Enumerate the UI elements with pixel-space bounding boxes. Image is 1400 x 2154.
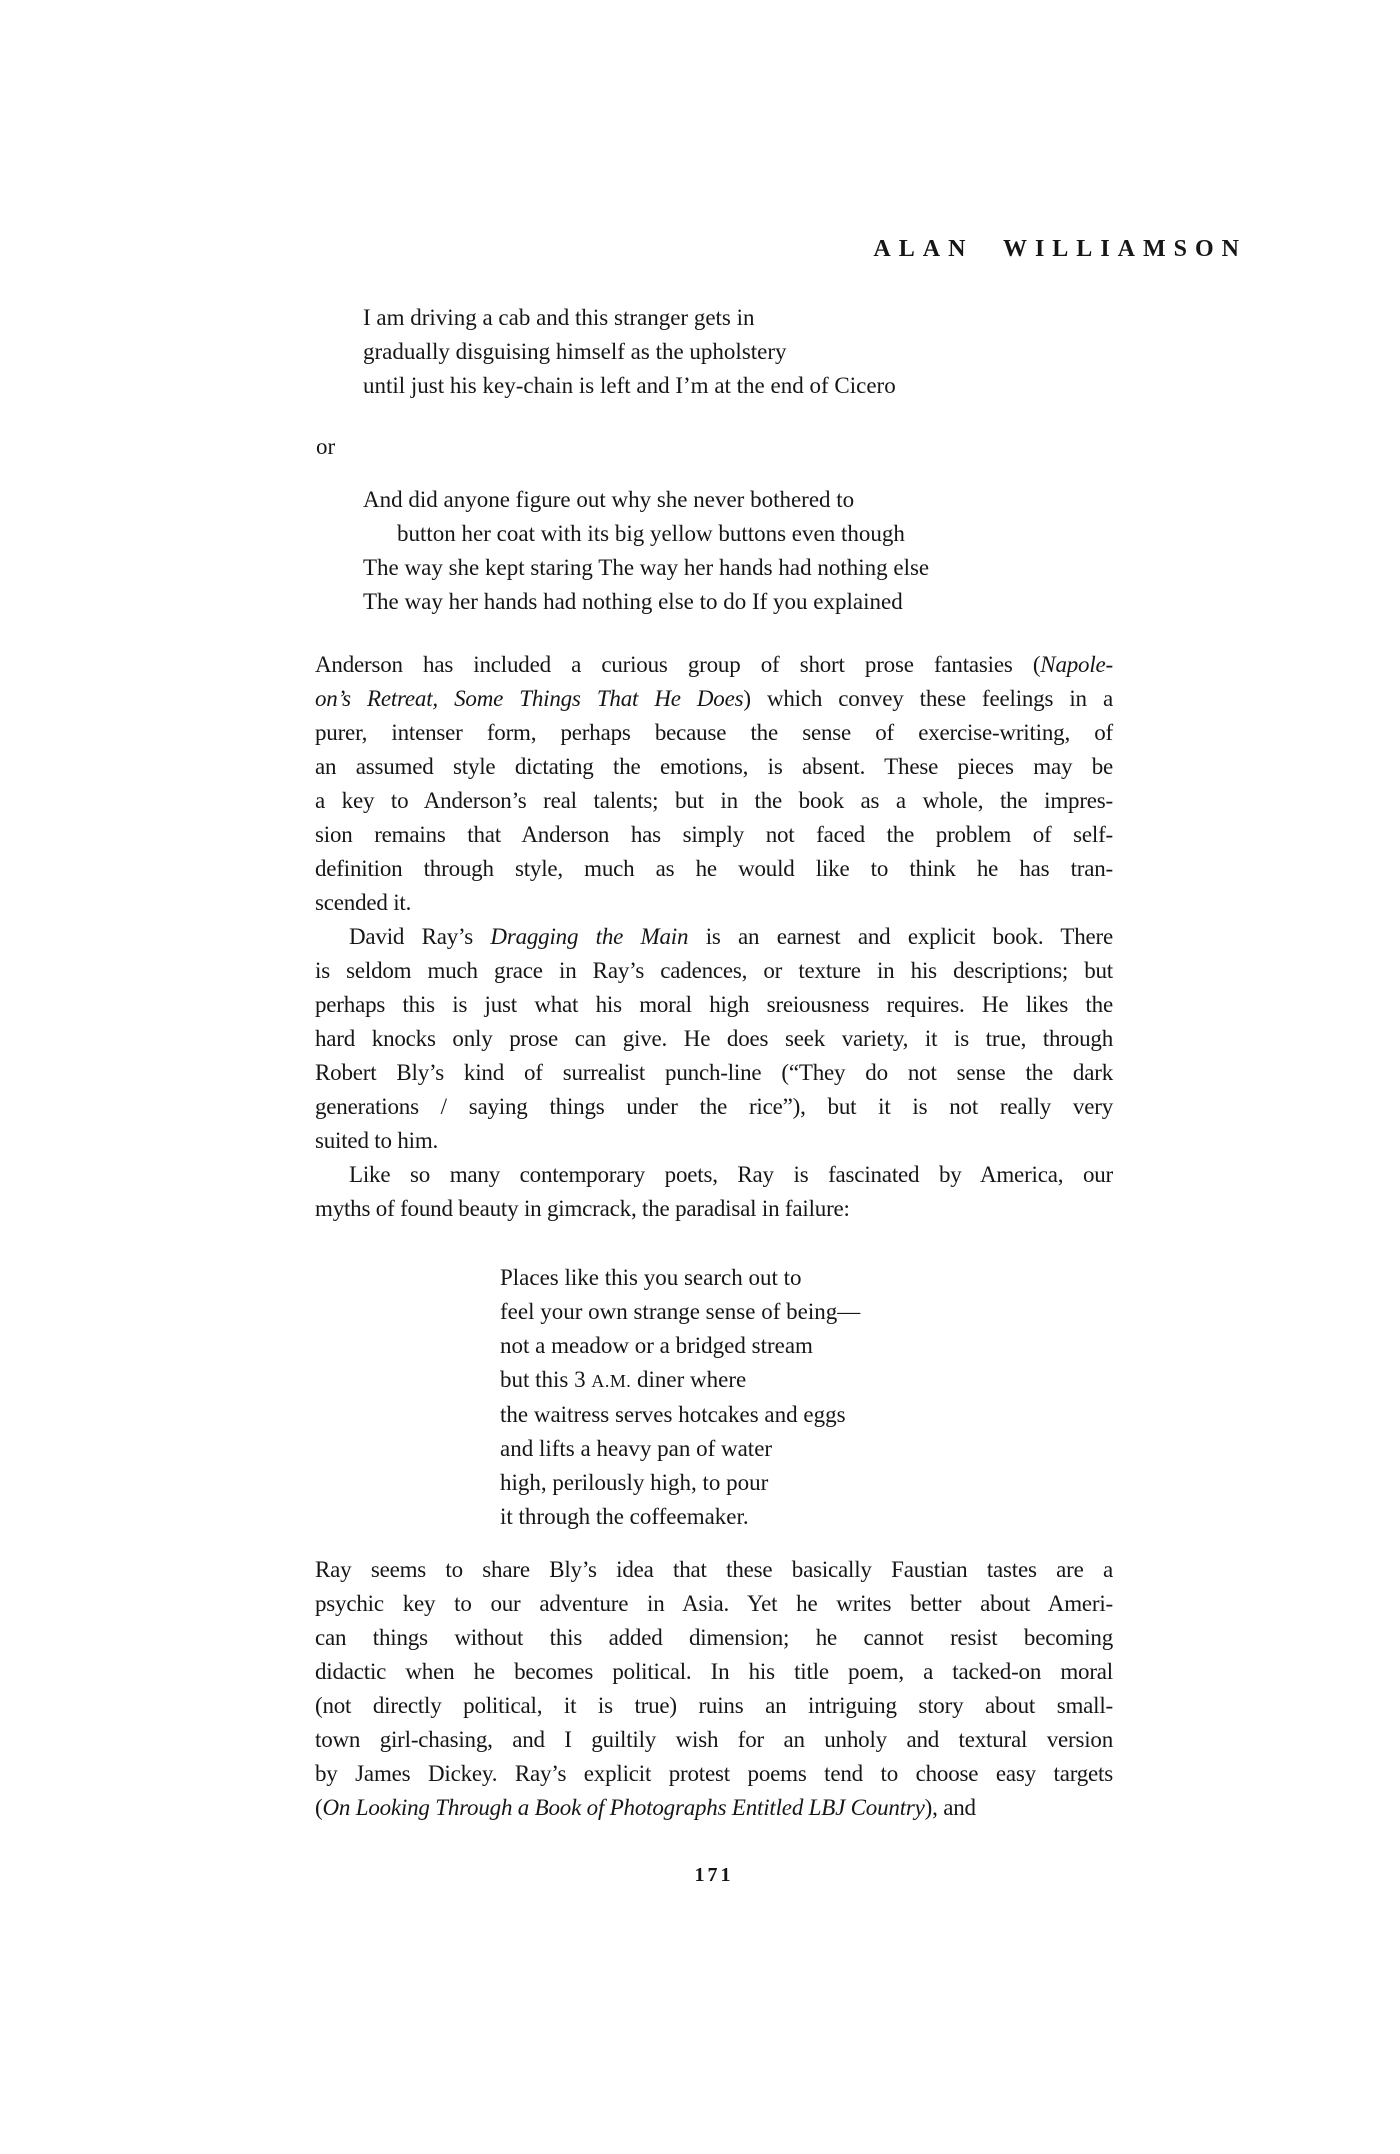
body-line: a key to Anderson’s real talents; but in the book as a whole, the impres-: [315, 788, 1113, 813]
body-line: (not directly political, it is true) ruins an intriguing story about small-: [315, 1693, 1113, 1718]
poem-line: the waitress serves hotcakes and eggs: [500, 1402, 846, 1427]
italic-title: on’s Retreat, Some Things That He Does: [315, 686, 744, 711]
body-line: by James Dickey. Ray’s explicit protest poems tend to choose easy targets: [315, 1761, 1113, 1786]
body-line: is seldom much grace in Ray’s cadences, or texture in his descriptions; but: [315, 958, 1113, 983]
running-header-author: ALAN WILLIAMSON: [873, 236, 1247, 262]
body-line: definition through style, much as he would like to think he has tran-: [315, 856, 1113, 881]
poem-line: Places like this you search out to: [500, 1265, 802, 1290]
body-line: generations / saying things under the rice”), but it is not really very: [315, 1094, 1113, 1119]
poem-line: I am driving a cab and this stranger gets in: [363, 305, 755, 330]
body-line: [315, 682, 1113, 716]
connector-or: or: [316, 434, 336, 459]
poem-text: but this 3: [500, 1367, 592, 1392]
poem-line: [500, 1363, 860, 1398]
body-line: sion remains that Anderson has simply not faced the problem of self-: [315, 822, 1113, 847]
body-line: hard knocks only prose can give. He does seek variety, it is true, through: [315, 1026, 1113, 1051]
body-line: an assumed style dictating the emotions, is absent. These pieces may be: [315, 754, 1113, 779]
poem-quote-3: [500, 1261, 860, 1534]
italic-title: On Looking Through a Book of Photographs Entitled LBJ Country: [322, 1795, 925, 1820]
body-line: [315, 648, 1113, 682]
body-line: purer, intenser form, perhaps because the sense of exercise-writing, of: [315, 720, 1113, 745]
body-line: town girl-chasing, and I guiltily wish for an unholy and textural version: [315, 1727, 1113, 1752]
body-line: suited to him.: [315, 1128, 439, 1153]
poem-line: The way her hands had nothing else to do If you explained: [363, 589, 903, 614]
page-number: 171: [694, 1864, 734, 1886]
body-line: Ray seems to share Bly’s idea that these basically Faustian tastes are a: [315, 1557, 1113, 1582]
poem-line: gradually disguising himself as the upholstery: [363, 339, 787, 364]
small-caps-am: A.M.: [591, 1371, 632, 1391]
body-text: ) which convey these feelings in a: [743, 686, 1113, 711]
poem-text: diner where: [631, 1367, 747, 1392]
body-line: can things without this added dimension; he cannot resist becoming: [315, 1625, 1113, 1650]
italic-title: Napole-: [1040, 652, 1113, 677]
body-line: didactic when he becomes political. In his title poem, a tacked-on moral: [315, 1659, 1113, 1684]
poem-quote-2: [363, 483, 929, 619]
body-line: [315, 920, 1113, 954]
body-text: Anderson has included a curious group of short prose fantasies (: [315, 652, 1041, 677]
poem-line: until just his key-chain is left and I’m at the end of Cicero: [363, 373, 896, 398]
poem-line: and lifts a heavy pan of water: [500, 1436, 773, 1461]
poem-line: The way she kept staring The way her hands had nothing else: [363, 555, 930, 580]
poem-line: button her coat with its big yellow buttons even though: [397, 521, 905, 546]
poem-line: feel your own strange sense of being—: [500, 1299, 861, 1324]
poem-quote-1: [363, 301, 896, 403]
body-line: scended it.: [315, 890, 412, 915]
poem-line: it through the coffeemaker.: [500, 1504, 749, 1529]
body-line: Robert Bly’s kind of surrealist punch-line (“They do not sense the dark: [315, 1060, 1113, 1085]
body-line: psychic key to our adventure in Asia. Yet he writes better about Ameri-: [315, 1591, 1113, 1616]
body-text: (: [315, 1795, 323, 1820]
poem-line: high, perilously high, to pour: [500, 1470, 769, 1495]
body-text-block-1: [315, 648, 1113, 1226]
body-text: David Ray’s: [349, 924, 491, 949]
italic-title: Dragging the Main: [490, 924, 689, 949]
body-text-block-2: [315, 1553, 1113, 1825]
body-line: Like so many contemporary poets, Ray is fascinated by America, our: [349, 1162, 1113, 1187]
poem-line: And did anyone figure out why she never bothered to: [363, 487, 855, 512]
body-line: perhaps this is just what his moral high sreiousness requires. He likes the: [315, 992, 1113, 1017]
body-line: [315, 1791, 1113, 1825]
body-text: is an earnest and explicit book. There: [688, 924, 1114, 949]
poem-line: not a meadow or a bridged stream: [500, 1333, 813, 1358]
body-text: ), and: [924, 1795, 976, 1820]
body-line: myths of found beauty in gimcrack, the paradisal in failure:: [315, 1196, 850, 1221]
